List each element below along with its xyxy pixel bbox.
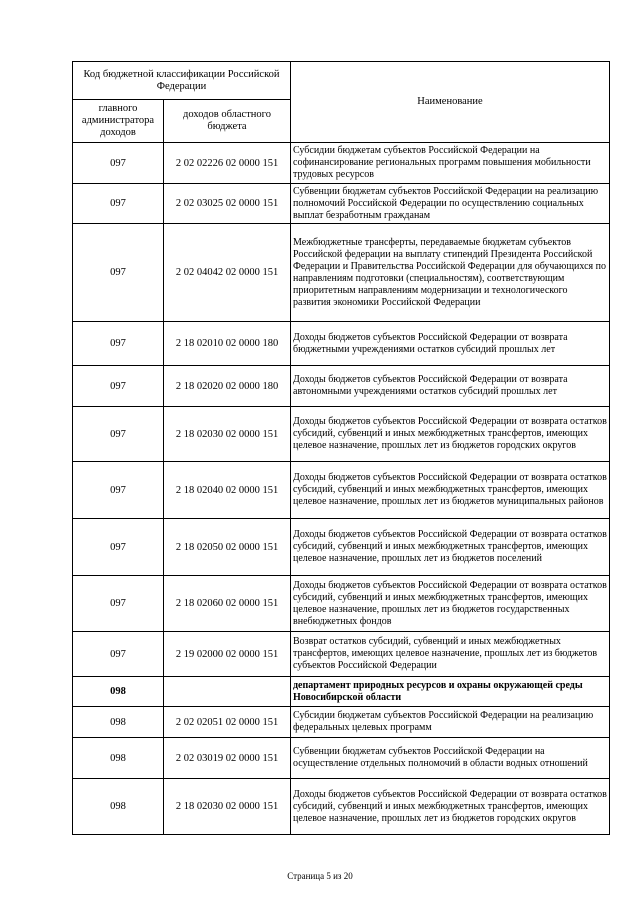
income-code-cell: 2 02 02051 02 0000 151	[164, 707, 291, 738]
table-row	[73, 407, 610, 462]
table-row	[73, 184, 610, 224]
name-cell: Субвенции бюджетам субъектов Российской Федерации на осуществление отдельных полномочий в области водных отношений	[291, 738, 610, 779]
income-code-cell: 2 02 04042 02 0000 151	[164, 224, 291, 322]
income-code-cell: 2 18 02060 02 0000 151	[164, 576, 291, 632]
admin-code-cell: 097	[73, 366, 164, 407]
admin-code-cell: 097	[73, 407, 164, 462]
table-row	[73, 707, 610, 738]
name-cell: департамент природных ресурсов и охраны окружающей среды Новосибирской области	[291, 677, 610, 707]
admin-code-cell: 097	[73, 576, 164, 632]
income-code-cell: 2 18 02030 02 0000 151	[164, 407, 291, 462]
table-row	[73, 738, 610, 779]
table-row	[73, 462, 610, 519]
table-row	[73, 519, 610, 576]
name-cell: Возврат остатков субсидий, субвенций и иных межбюджетных трансфертов, имеющих целевое назначение, прошлых лет из бюджетов субъектов Российской Федерации	[291, 632, 610, 677]
name-cell: Доходы бюджетов субъектов Российской Федерации от возврата бюджетными учреждениями остатков субсидий прошлых лет	[291, 322, 610, 366]
table-row	[73, 632, 610, 677]
income-code-cell: 2 18 02030 02 0000 151	[164, 779, 291, 835]
admin-code-cell: 097	[73, 519, 164, 576]
header-admin: главного администратора доходов	[73, 100, 164, 143]
income-code-cell: 2 18 02040 02 0000 151	[164, 462, 291, 519]
income-code-cell: 2 02 03019 02 0000 151	[164, 738, 291, 779]
table-body	[73, 143, 610, 835]
table-row	[73, 677, 610, 707]
table-header-row	[73, 62, 610, 100]
page-number: Страница 5 из 20	[287, 871, 353, 881]
name-cell: Доходы бюджетов субъектов Российской Федерации от возврата остатков субсидий, субвенций и иных межбюджетных трансфертов, имеющих целевое назначение, прошлых лет из бюджетов государственных внебюджетных фондов	[291, 576, 610, 632]
admin-code-cell: 097	[73, 143, 164, 184]
header-income: доходов областного бюджета	[164, 100, 291, 143]
income-code-cell: 2 18 02020 02 0000 180	[164, 366, 291, 407]
budget-classification-table	[72, 61, 610, 835]
name-cell: Субсидии бюджетам субъектов Российской Федерации на софинансирование региональных программ повышения мобильности трудовых ресурсов	[291, 143, 610, 184]
income-code-cell	[164, 677, 291, 707]
name-cell: Субвенции бюджетам субъектов Российской Федерации на реализацию полномочий Российской Федерации по осуществлению социальных выплат безработным гражданам	[291, 184, 610, 224]
name-cell: Межбюджетные трансферты, передаваемые бюджетам субъектов Российской федерации на выплату стипендий Президента Российской Федерации и Правительства Российской Федерации для обучающихся по направлениям подготовки (специальностям), соответствующим приоритетным направлениям модернизации и технологического развития экономики Российской Федерации	[291, 224, 610, 322]
admin-code-cell: 097	[73, 184, 164, 224]
header-group-code: Код бюджетной классификации Российской Федерации	[73, 62, 291, 100]
name-cell: Субсидии бюджетам субъектов Российской Федерации на реализацию федеральных целевых программ	[291, 707, 610, 738]
table-row	[73, 224, 610, 322]
admin-code-cell: 097	[73, 224, 164, 322]
income-code-cell: 2 02 02226 02 0000 151	[164, 143, 291, 184]
table-row	[73, 779, 610, 835]
admin-code-cell: 098	[73, 677, 164, 707]
admin-code-cell: 098	[73, 738, 164, 779]
table-row	[73, 366, 610, 407]
admin-code-cell: 097	[73, 322, 164, 366]
income-code-cell: 2 18 02050 02 0000 151	[164, 519, 291, 576]
admin-code-cell: 097	[73, 632, 164, 677]
income-code-cell: 2 19 02000 02 0000 151	[164, 632, 291, 677]
name-cell: Доходы бюджетов субъектов Российской Федерации от возврата автономными учреждениями остатков субсидий прошлых лет	[291, 366, 610, 407]
admin-code-cell: 098	[73, 707, 164, 738]
name-cell: Доходы бюджетов субъектов Российской Федерации от возврата остатков субсидий, субвенций и иных межбюджетных трансфертов, имеющих целевое назначение, прошлых лет из бюджетов муниципальных районов	[291, 462, 610, 519]
admin-code-cell: 097	[73, 462, 164, 519]
income-code-cell: 2 18 02010 02 0000 180	[164, 322, 291, 366]
name-cell: Доходы бюджетов субъектов Российской Федерации от возврата остатков субсидий, субвенций и иных межбюджетных трансфертов, имеющих целевое назначение, прошлых лет из бюджетов городских округов	[291, 779, 610, 835]
table-row	[73, 576, 610, 632]
table-row	[73, 322, 610, 366]
name-cell: Доходы бюджетов субъектов Российской Федерации от возврата остатков субсидий, субвенций и иных межбюджетных трансфертов, имеющих целевое назначение, прошлых лет из бюджетов поселений	[291, 519, 610, 576]
admin-code-cell: 098	[73, 779, 164, 835]
table-row	[73, 143, 610, 184]
header-name: Наименование	[291, 62, 610, 143]
name-cell: Доходы бюджетов субъектов Российской Федерации от возврата остатков субсидий, субвенций и иных межбюджетных трансфертов, имеющих целевое назначение, прошлых лет из бюджетов городских округов	[291, 407, 610, 462]
income-code-cell: 2 02 03025 02 0000 151	[164, 184, 291, 224]
